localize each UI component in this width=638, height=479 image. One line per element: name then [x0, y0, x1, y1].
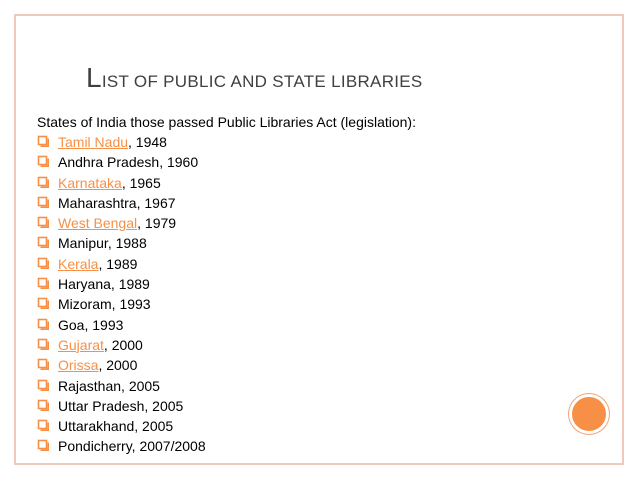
state-name: Mizoram	[58, 296, 112, 313]
state-year: , 1993	[84, 316, 124, 333]
hollow-square-bullet-icon	[37, 338, 50, 351]
list-item	[37, 193, 597, 213]
list-item	[37, 233, 597, 253]
state-link[interactable]: Tamil Nadu	[58, 134, 129, 150]
state-name: Pondicherry	[58, 438, 132, 455]
hollow-square-bullet-icon	[37, 399, 50, 412]
slide-title	[86, 58, 606, 98]
state-year: , 1979	[137, 215, 177, 232]
state-name: Rajasthan	[58, 377, 122, 394]
list-item	[37, 213, 597, 233]
hollow-square-bullet-icon	[37, 419, 50, 432]
slide-title-initial: L	[86, 62, 102, 93]
state-name: Haryana	[58, 276, 111, 293]
hollow-square-bullet-icon	[37, 297, 50, 310]
slide-frame-right	[622, 14, 624, 465]
state-year: , 1993	[111, 296, 151, 313]
list-item	[37, 335, 597, 355]
state-list	[37, 132, 597, 457]
state-year: , 1988	[107, 235, 147, 252]
list-item	[37, 376, 597, 396]
list-item	[37, 436, 597, 456]
hollow-square-bullet-icon	[37, 216, 50, 229]
hollow-square-bullet-icon	[37, 236, 50, 249]
state-name: Andhra Pradesh	[58, 154, 160, 171]
hollow-square-bullet-icon	[37, 176, 50, 189]
state-year: , 2005	[121, 377, 160, 394]
state-year: , 2000	[98, 357, 138, 374]
hollow-square-bullet-icon	[37, 196, 50, 209]
state-year: , 2005	[144, 397, 184, 414]
intro-text: States of India those passed Public Libraries Act (legislation):	[37, 114, 416, 130]
hollow-square-bullet-icon	[37, 318, 50, 331]
state-link[interactable]: Kerala	[58, 255, 99, 272]
list-item	[37, 173, 597, 193]
state-year: , 1967	[136, 194, 176, 211]
state-name: Maharashtra	[58, 194, 137, 211]
hollow-square-bullet-icon	[37, 358, 50, 371]
state-year: , 1948	[128, 134, 167, 150]
slide-frame-top	[14, 14, 624, 16]
state-year: , 2007/2008	[131, 438, 206, 455]
state-year: , 2005	[134, 418, 174, 435]
state-year: , 1960	[159, 154, 199, 171]
slide-title-rest: IST OF PUBLIC AND STATE LIBRARIES	[101, 72, 423, 91]
hollow-square-bullet-icon	[37, 379, 50, 392]
hollow-square-bullet-icon	[37, 257, 50, 270]
slide-frame-left	[14, 14, 16, 465]
hollow-square-bullet-icon	[37, 277, 50, 290]
state-year: , 2000	[103, 336, 143, 353]
list-item	[37, 132, 597, 152]
hollow-square-bullet-icon	[37, 135, 50, 148]
list-item	[37, 315, 597, 335]
state-year: , 1989	[98, 255, 138, 272]
state-name: Goa	[58, 316, 85, 333]
state-name: Uttar Pradesh	[58, 397, 145, 414]
list-item	[37, 396, 597, 416]
list-item	[37, 274, 597, 294]
state-year: , 1989	[110, 276, 150, 293]
state-link[interactable]: Orissa	[58, 357, 99, 374]
list-item	[37, 152, 597, 172]
slide-frame-bottom	[14, 463, 624, 465]
state-link[interactable]: Karnataka	[58, 174, 122, 191]
list-item	[37, 416, 597, 436]
state-link[interactable]: West Bengal	[58, 215, 138, 232]
list-item	[37, 355, 597, 375]
hollow-square-bullet-icon	[37, 155, 50, 168]
state-name: Manipur	[58, 235, 108, 252]
state-link[interactable]: Gujarat	[58, 336, 104, 353]
list-item	[37, 294, 597, 314]
slide-content	[37, 112, 597, 457]
hollow-square-bullet-icon	[37, 439, 50, 452]
state-year: , 1965	[121, 174, 161, 191]
state-name: Uttarakhand	[58, 418, 135, 435]
list-item	[37, 254, 597, 274]
